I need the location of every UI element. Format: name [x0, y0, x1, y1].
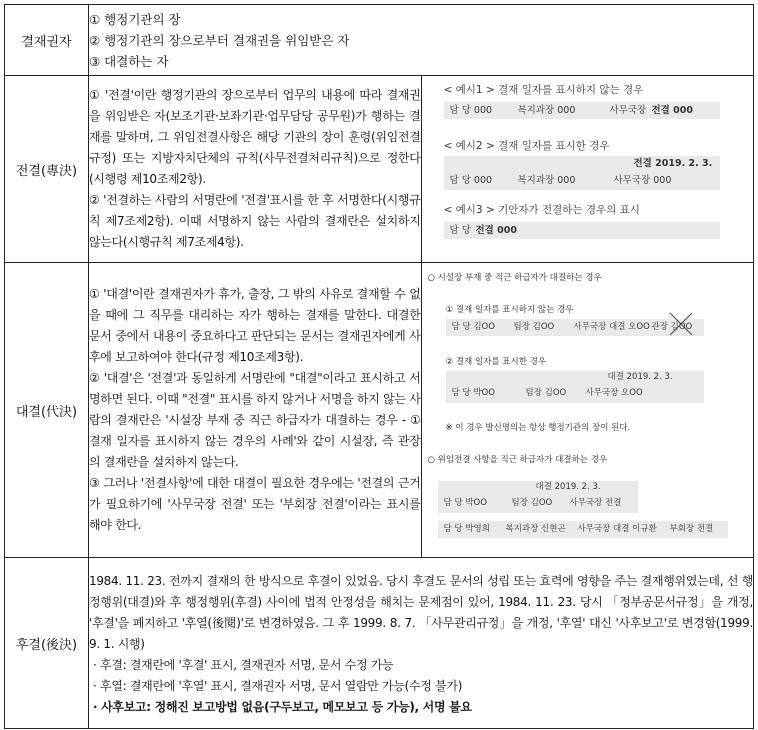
paragraph: ③ 그러나 '전결사항'에 대한 대결이 필요한 경우에는 '전결의 근거가 필요하기에 '사무국장 전결' 또는 '부회장 전결'이라는 표시를 해야 한다.: [89, 476, 421, 532]
example-bar: [444, 222, 720, 239]
row-label: 대결(代決): [5, 263, 89, 558]
bar-cell: 담 당 박OO: [451, 388, 495, 398]
approver-list: [89, 5, 754, 76]
row-approver: [5, 5, 754, 76]
daegyeol-examples: [421, 263, 754, 558]
bar-cell: 사무국장 대결 이규환: [577, 524, 657, 534]
bar-cell: 담 당 000: [449, 105, 493, 116]
bar-cell: 담 당 박영희: [443, 524, 490, 534]
case-subtitle: ① 결재 일자를 표시하지 않는 경우: [445, 305, 574, 315]
case-title: ○ 위임전결 사항을 직근 하급자가 대결하는 경우: [427, 455, 608, 465]
bar-date: 대결 2019. 2. 3.: [535, 482, 601, 492]
case-subtitle: ② 결재 일자를 표시한 경우: [445, 357, 547, 367]
example-bar: [438, 481, 638, 513]
row-jeongyeol: [5, 76, 754, 263]
bullet-item: · 후결: 결재란에 '후결' 표시, 결재권자 서명, 문서 수정 가능: [93, 657, 394, 672]
jeongyeol-examples: [421, 76, 754, 263]
paragraph: ① '전결'이란 행정기관의 장으로부터 업무의 내용에 따라 결재권을 위임받은 자(보조기관·보좌기관·업무담당 공무원)가 행하는 결재를 말하며, 그 위임전결사항은 해당 기관의 장이 훈령(위임전결규정) 또는 지방자치단체의 규칙(사무전결처리규칙)으로 정한다(시행령 제10조제2항).: [89, 88, 421, 186]
paragraph: ② '전결하는 사람의 서명란에 '전결'표시를 한 후 서명한다(시행규칙 제7조제2항). 이때 서명하지 않는 사람의 결재란은 설치하지 않는다(시행규칙 제7조제4항).: [89, 193, 421, 249]
example-bar: [444, 102, 720, 119]
row-hugyeol: [5, 558, 754, 729]
paragraph: ② '대결'은 '전결'과 동일하게 서명란에 "대결"이라고 표시하고 서명하면 된다. 이때 "전결" 표시를 하지 않거나 서명을 하지 않는 사람의 결재란은 '시설장 부재 중 직근 하급자가 대결하는 경우 - ① 결재 일자를 표시하지 않는 경우의 사례'와 같이 시설장, 즉 관장의 결재란을 설치하지 않는다.: [89, 371, 421, 469]
bar-cell: 사무국장 오OO: [585, 388, 643, 398]
example-bar: [444, 156, 720, 190]
bar-cell: 복지과장 000: [517, 175, 576, 186]
list-item: ② 행정기관의 장으로부터 결재권을 위임받은 자: [89, 32, 350, 48]
example-title: < 예시2 > 결재 일자를 표시한 경우: [443, 140, 610, 152]
bar-cell: 담 당: [449, 225, 471, 236]
row-label: 후결(後決): [5, 558, 89, 729]
cross-mark-icon: [668, 311, 694, 337]
example-title: < 예시3 > 기안자가 전결하는 경우의 표시: [443, 204, 640, 216]
example-bar: [446, 319, 704, 336]
bar-cell: 사무국장 대결 오OO: [573, 322, 650, 332]
row-label: 결재권자: [5, 5, 89, 76]
example-title: < 예시1 > 결재 일자를 표시하지 않는 경우: [443, 84, 644, 96]
bar-cell: 사무국장: [609, 105, 647, 116]
example-bar: [438, 521, 728, 538]
row-daegyeol: [5, 263, 754, 558]
bar-cell: 담 당 김OO: [451, 322, 495, 332]
bullet-item: · 사후보고: 정해진 보고방법 없음(구두보고, 메모보고 등 가능), 서명 불요: [93, 699, 472, 714]
bar-cell: 사무국장 000: [613, 175, 672, 186]
bar-cell: 복지과장 신현곤: [505, 524, 566, 534]
jeongyeol-text: [89, 76, 422, 263]
paragraph: ① '대결'이란 결재권자가 휴가, 출장, 그 밖의 사유로 결재할 수 없을 때에 그 직무를 대리하는 자가 행하는 결재를 말한다. 대결한 문서 중에서 내용이 중요하다고 판단되는 문서는 결재권자에게 사후에 보고하여야 한다(규정 제10조제3항).: [89, 287, 421, 364]
daegyeol-text: [89, 263, 422, 558]
bar-cell: 부회장 전결: [669, 524, 714, 534]
note-text: ※ 이 경우 발신명의는 항상 행정기관의 장이 된다.: [445, 423, 631, 433]
bar-cell: 복지과장 000: [517, 105, 576, 116]
example-bar: [446, 371, 704, 403]
bar-date: 대결 2019. 2. 3.: [607, 372, 673, 382]
bar-date: 전결 2019. 2. 3.: [633, 158, 713, 169]
approval-table: [4, 4, 754, 729]
bar-cell: 사무국장 전결: [569, 498, 622, 508]
bar-cell: 담 당 000: [449, 175, 493, 186]
paragraph: 1984. 11. 23. 전까지 결재의 한 방식으로 후결이 있었음. 당시 후결도 문서의 성립 또는 효력에 영향을 주는 결재행위였는데, 선 행정행위(대결)와 후 행정행위(후결) 사이에 법적 안정성을 해치는 문제점이 있어, 1984. 11. 23. 당시 「정부공문서규정」을 개정, '후결'을 폐지하고 '후열(後閱)'로 변경하였음. 그 후 1999. 8. 7. 「사무관리규정」을 개정, '후열' 대신 '사후보고'로 변경함(1999. 9. 1. 시행): [89, 573, 753, 651]
row-label: 전결(專決): [5, 76, 89, 263]
hugyeol-text: [89, 558, 754, 729]
case-title: ○ 시설장 부재 중 직근 하급자가 대결하는 경우: [427, 273, 602, 283]
bar-cell: 팀장 김OO: [525, 388, 567, 398]
bar-cell: 관장 김OO: [651, 322, 693, 332]
bullet-item: · 후열: 결재란에 '후열' 표시, 결재권자 서명, 문서 열람만 가능(수정 불가): [93, 678, 463, 693]
list-item: ③ 대결하는 자: [89, 53, 169, 69]
bar-cell: 담 당 박OO: [443, 498, 487, 508]
bar-cell: 팀장 김OO: [513, 322, 555, 332]
list-item: ① 행정기관의 장: [89, 11, 181, 27]
bar-cell: 전결 000: [475, 225, 517, 236]
bar-cell: 팀장 김OO: [511, 498, 553, 508]
bar-cell: 전결 000: [651, 105, 693, 116]
